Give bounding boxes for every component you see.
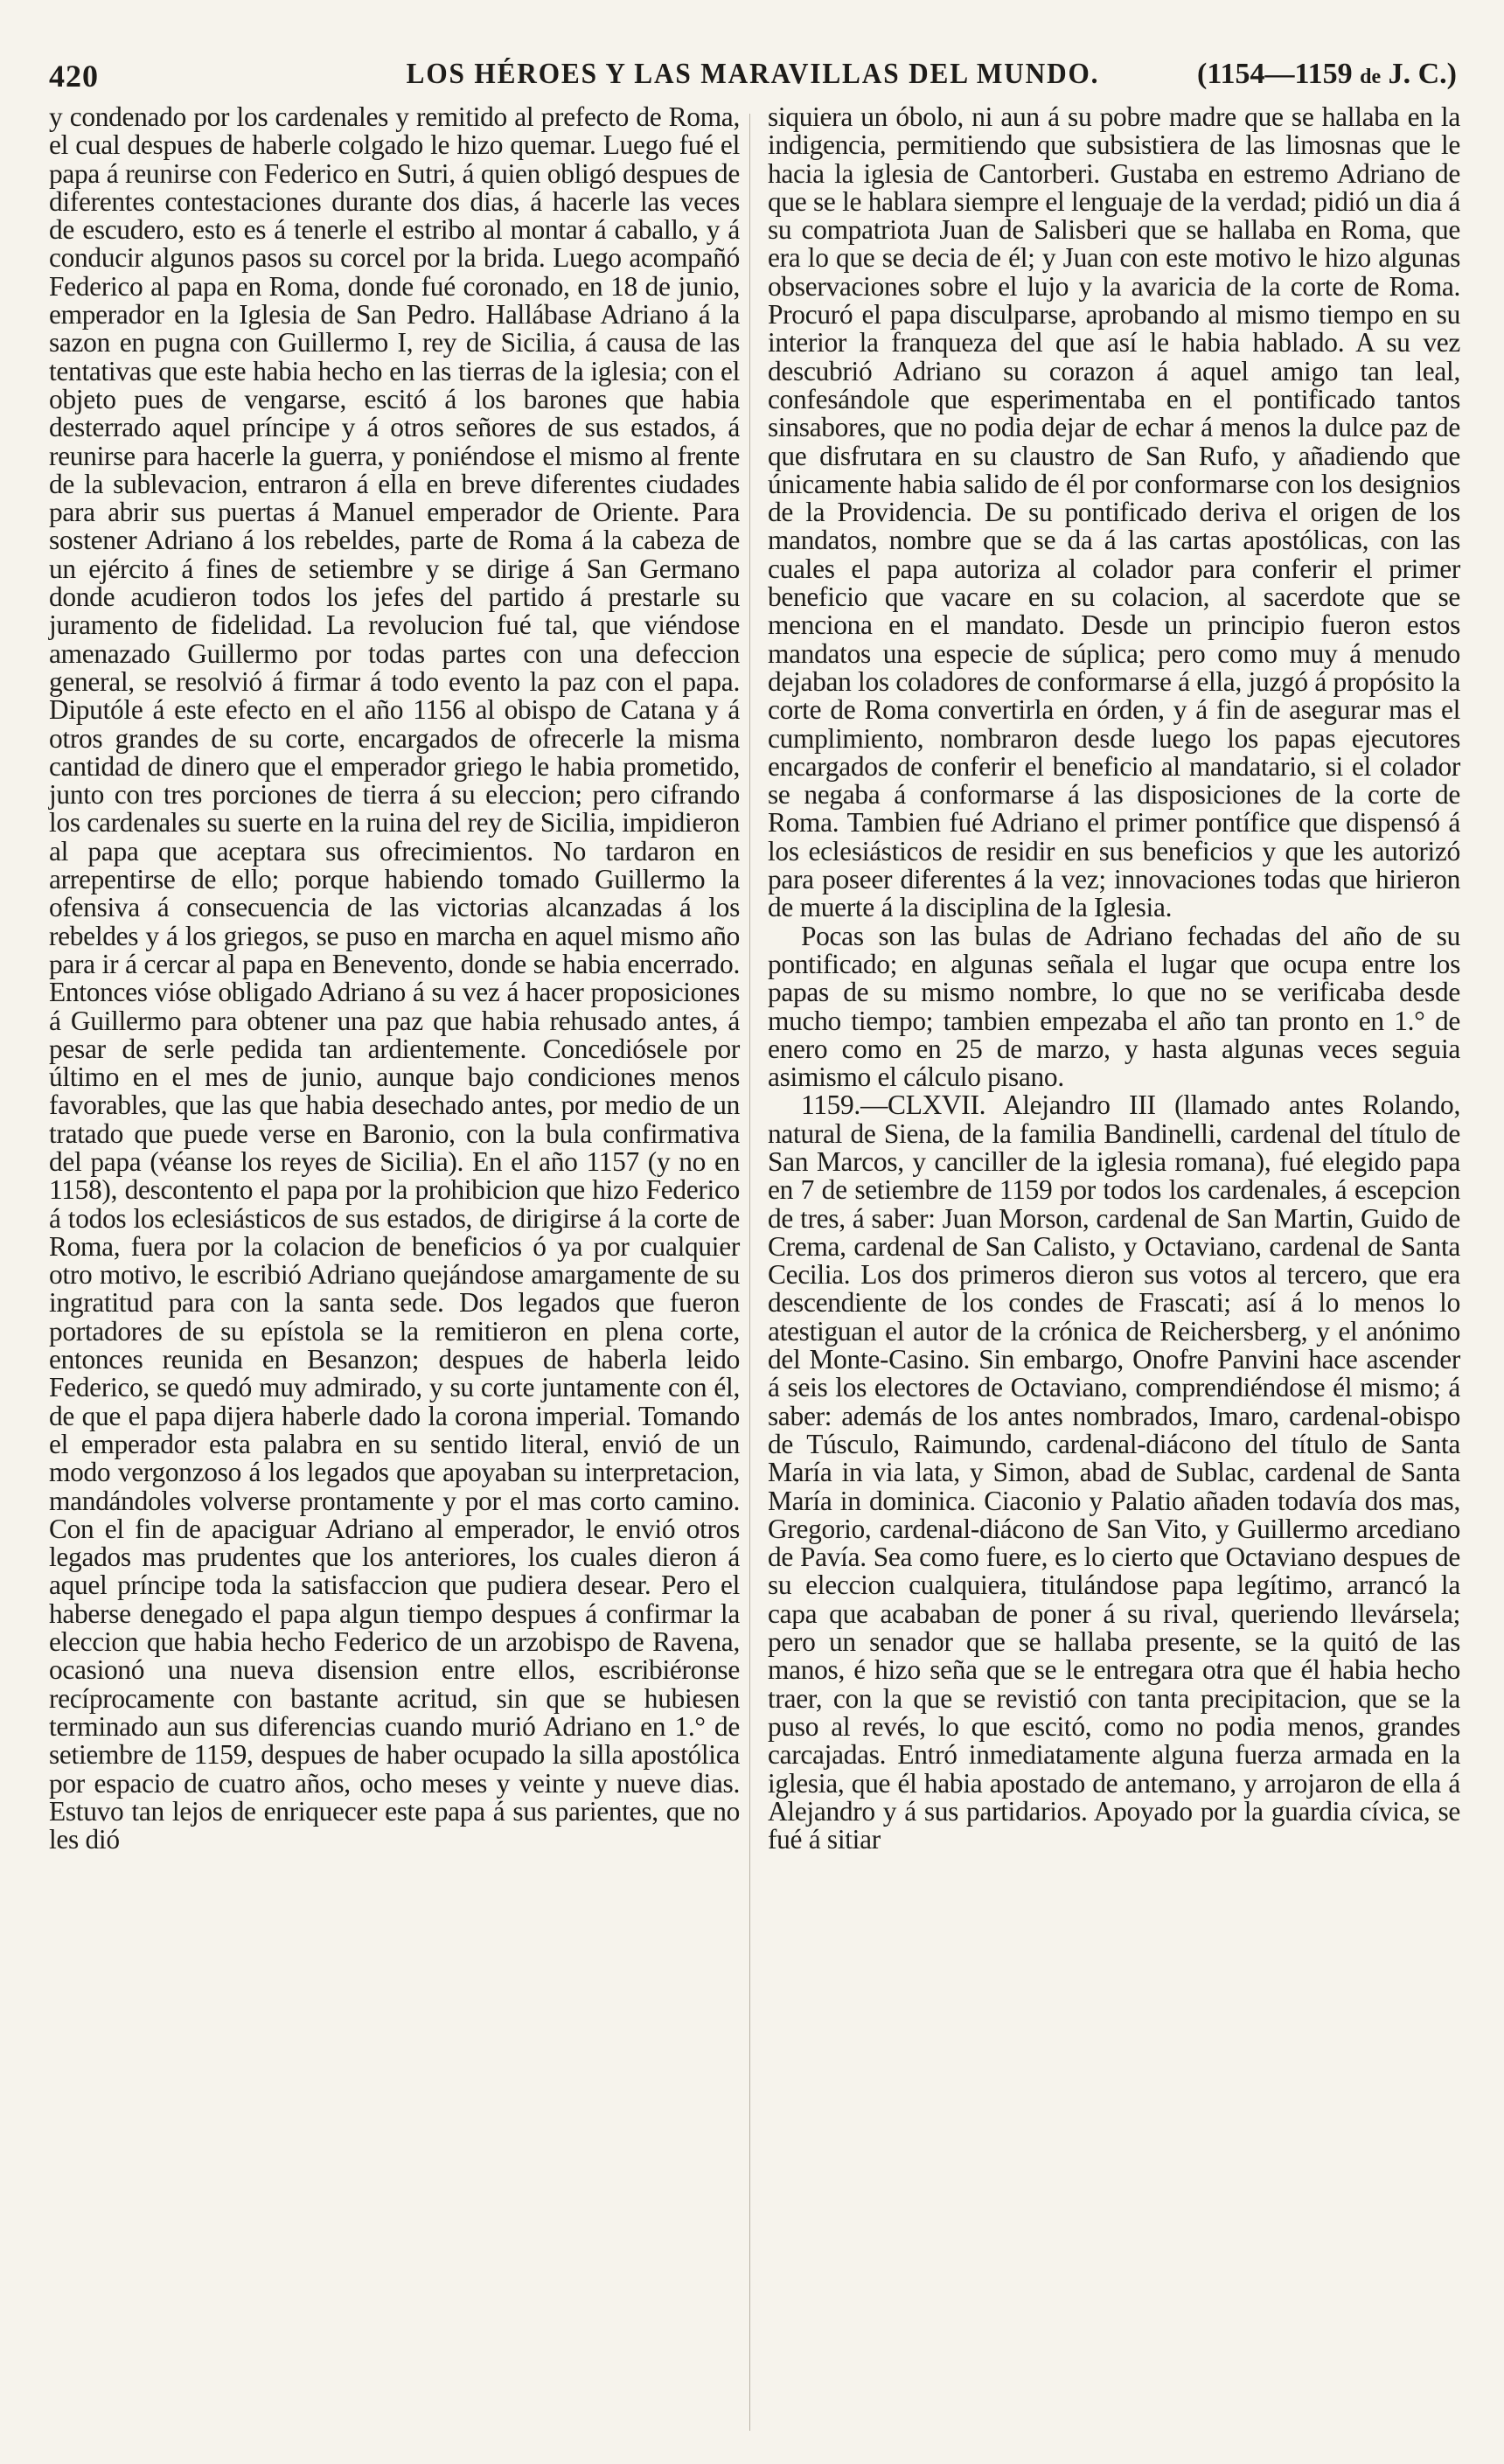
- date-range-start: (1154—1159: [1197, 58, 1353, 90]
- page-title: LOS HÉROES Y LAS MARAVILLAS DEL MUNDO.: [406, 58, 1100, 90]
- right-paragraph-3: 1159.—CLXVII. Alejandro III (llamado antes Rolando, natural de Siena, de la familia Bandinelli, cardenal del título de San Marcos, y canciller de la iglesia romana), fué elegido papa en 7 de setiembre de 1159 por todos los cardenales, á escepcion de tres, á saber: Juan Morson, cardenal de San Martin, Guido de Crema, cardenal de San Calisto, y Octaviano, cardenal de Santa Cecilia. Los dos primeros dieron sus votos al tercero, que era descendiente de los condes de Frascati; así á lo menos lo atestiguan el autor de la crónica de Reichersberg, y el anónimo del Monte-Casino. Sin embargo, Onofre Panvini hace ascender á seis los electores de Octaviano, comprendiéndose él mismo; á saber: además de los antes nombrados, Imaro, cardenal-obispo de Túsculo, Raimundo, cardenal-diácono del título de Santa María in via lata, y Simon, abad de Sublac, cardenal de Santa María in dominica. Ciaconio y Palatio añaden todavía dos mas, Gregorio, cardenal-diácono de San Vito, y Guillermo arcediano de Pavía. Sea como fuere, es lo cierto que Octaviano despues de su eleccion cualquiera, titulándose papa legítimo, arrancó la capa que acababan de poner á su rival, queriendo llevársela; pero un senador que se hallaba presente, se la quitó de las manos, é hizo seña que se le entregara otra que él habia hecho traer, con la que se revistió con tanta precipitacion, que se la puso al revés, lo que escitó, como no podia menos, grandes carcajadas. Entró inmediatamente alguna fuerza armada en la iglesia, que él habia apostado de antemano, y arrojaron de ella á Alejandro y á sus partidarios. Apoyado por la guardia cívica, se fué á sitiar: [768, 1089, 1460, 1855]
- right-paragraph-1: siquiera un óbolo, ni aun á su pobre madre que se hallaba en la indigencia, permitiendo que subsistiera de las limosnas que le hacia la iglesia de Cantorberi. Gustaba en estremo Adriano de que se le hablara siempre el lenguaje de la verdad; pidió un dia á su compatriota Juan de Salisberi que se hallaba en Roma, que era lo que se decia de él; y Juan con este motivo le hizo algunas observaciones sobre el lujo y la avaricia de la corte de Roma. Procuró el papa disculparse, aprobando al mismo tiempo en su interior la franqueza del que así le habia hablado. A su vez descubrió Adriano su corazon á aquel amigo tan leal, confesándole que esperimentaba en el pontificado tantos sinsabores, que no podia dejar de echar á menos la dulce paz de que disfrutara en su claustro de San Rufo, y añadiendo que únicamente habia salido de él por conformarse con los designios de la Providencia. De su pontificado deriva el origen de los mandatos, nombre que se da á las cartas apostólicas, con las cuales el papa autoriza al colador para conferir el primer beneficio que vacare en su colacion, al sacerdote que se menciona en el mandato. Desde un principio fueron estos mandatos una especie de súplica; pero como muy á menudo dejaban los coladores de conformarse á ella, juzgó á propósito la corte de Roma convertirla en órden, y á fin de asegurar mas el cumplimiento, nombraron desde luego los papas ejecutores encargados de conferir el beneficio al mandatario, si el colador se negaba á conformarse á las disposiciones de la corte de Roma. Tambien fué Adriano el primer pontífice que dispensó á los eclesiásticos de residir en sus beneficios y que les autorizó para poseer diferentes á la vez; innovaciones todas que hirieron de muerte á la disciplina de la Iglesia.: [768, 101, 1460, 923]
- page-number: 420: [49, 59, 99, 94]
- date-range: [1197, 58, 1457, 91]
- left-column: [49, 103, 740, 1854]
- right-column: [768, 103, 1460, 1854]
- date-range-de: de: [1360, 66, 1382, 88]
- date-range-end: J. C.): [1388, 58, 1457, 90]
- column-divider: [749, 114, 750, 2431]
- right-paragraph-2: Pocas son las bulas de Adriano fechadas del año de su pontificado; en algunas señala el lugar que ocupa entre los papas de su mismo nombre, lo que no se verificaba desde mucho tiempo; tambien empezaba el año tan pronto en 1.° de enero como en 25 de marzo, y hasta algunas veces seguia asimismo el cálculo pisano.: [768, 920, 1460, 1093]
- left-paragraph-1: y condenado por los cardenales y remitido al prefecto de Roma, el cual despues de haberle colgado le hizo quemar. Luego fué el papa á reunirse con Federico en Sutri, á quien obligó despues de diferentes contestaciones durante dos dias, á hacerle las veces de escudero, esto es á tenerle el estribo al montar á caballo, y á conducir algunos pasos su corcel por la brida. Luego acompañó Federico al papa en Roma, donde fué coronado, en 18 de junio, emperador en la Iglesia de San Pedro. Hallábase Adriano á la sazon en pugna con Guillermo I, rey de Sicilia, á causa de las tentativas que este habia hecho en las tierras de la iglesia; con el objeto pues de vengarse, escitó á los barones que habia desterrado aquel príncipe y á otros señores de sus estados, á reunirse para hacerle la guerra, y poniéndose el mismo al frente de la sublevacion, entraron á ella en breve diferentes ciudades para abrir sus puertas á Manuel emperador de Oriente. Para sostener Adriano á los rebeldes, parte de Roma á la cabeza de un ejército á fines de setiembre y se dirige á San Germano donde acudieron todos los jefes del partido á prestarle su juramento de fidelidad. La revolucion fué tal, que viéndose amenazado Guillermo por todas partes con una defeccion general, se resolvió á firmar á todo evento la paz con el papa. Diputóle á este efecto en el año 1156 al obispo de Catana y á otros grandes de su corte, encargados de ofrecerle la misma cantidad de dinero que el emperador griego le habia prometido, junto con tres porciones de tierra á su eleccion; pero cifrando los cardenales su suerte en la ruina del rey de Sicilia, impidieron al papa que aceptara sus ofrecimientos. No tardaron en arrepentirse de ello; porque habiendo tomado Guillermo la ofensiva á consecuencia de las victorias alcanzadas á los rebeldes y á los griegos, se puso en marcha en aquel mismo año para ir á cercar al papa en Benevento, donde se habia encerrado. Entonces vióse obligado Adriano á su vez á hacer proposiciones á Guillermo para obtener una paz que habia rehusado antes, á pesar de serle pedida tan ardientemente. Concediósele por último en el mes de junio, aunque bajo condiciones menos favorables, que las que habia desechado antes, por medio de un tratado que puede verse en Baronio, con la bula confirmativa del papa (véanse los reyes de Sicilia). En el año 1157 (y no en 1158), descontento el papa por la prohibicion que hizo Federico á todos los eclesiásticos de sus estados, de dirigirse á la corte de Roma, fuera por la colacion de beneficios ó ya por cualquier otro motivo, le escribió Adriano quejándose amargamente de su ingratitud para con la santa sede. Dos legados que fueron portadores de su epístola se la remitieron en plena corte, entonces reunida en Besanzon; despues de haberla leido Federico, se quedó muy admirado, y su corte juntamente con él, de que el papa dijera haberle dado la corona imperial. Tomando el emperador esta palabra en su sentido literal, envió de un modo vergonzoso á los legados que apoyaban su interpretacion, mandándoles volverse prontamente y por el mas corto camino. Con el fin de apaciguar Adriano al emperador, le envió otros legados mas prudentes que los anteriores, los cuales dieron á aquel príncipe toda la satisfaccion que pudiera desear. Pero el haberse denegado el papa algun tiempo despues á confirmar la eleccion que habia hecho Federico de un arzobispo de Ravena, ocasionó una nueva disension entre ellos, escribiéronse recíprocamente con bastante acritud, sin que se hubiesen terminado aun sus diferencias cuando murió Adriano en 1.° de setiembre de 1159, despues de haber ocupado la silla apostólica por espacio de cuatro años, ocho meses y veinte y nueve dias. Estuvo tan lejos de enriquecer este papa á sus parientes, que no les dió: [49, 101, 740, 1855]
